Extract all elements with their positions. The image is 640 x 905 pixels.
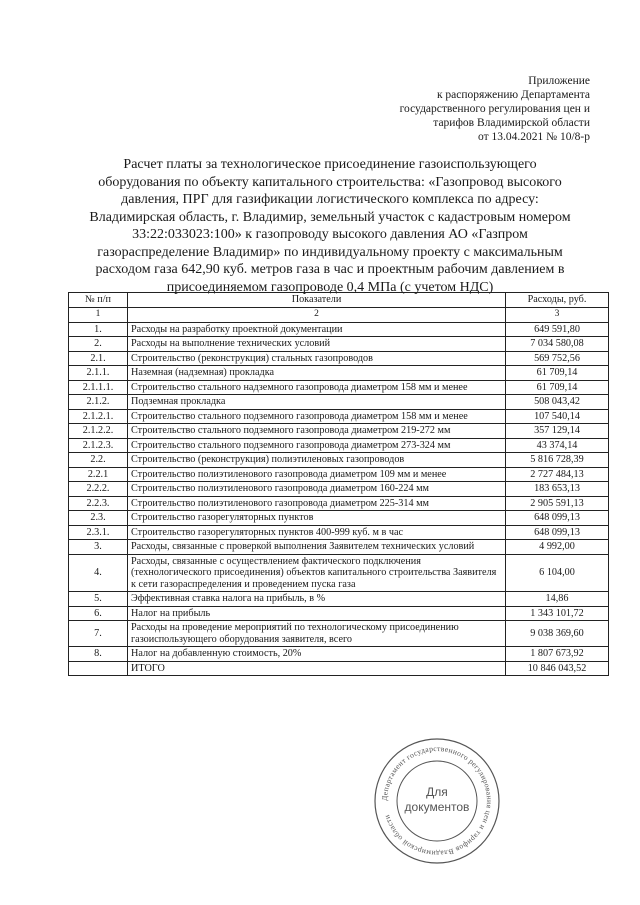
row-expense: 9 038 369,60 (506, 621, 609, 647)
row-expense: 14,86 (506, 592, 609, 607)
row-expense: 357 129,14 (506, 424, 609, 439)
row-indicator: Строительство стального подземного газопровода диаметром 273-324 мм (128, 438, 506, 453)
title-line: оборудования по объекту капитального строительства: «Газопровод высокого (98, 174, 562, 190)
row-number: 5. (69, 592, 128, 607)
header-expenses: Расходы, руб. (506, 293, 609, 308)
table-row (69, 661, 609, 676)
row-number: 2.1.1. (69, 366, 128, 381)
row-indicator: Строительство (реконструкция) полиэтиленовых газопроводов (128, 453, 506, 468)
row-expense: 10 846 043,52 (506, 661, 609, 676)
row-number: 8. (69, 647, 128, 662)
row-number: 2. (69, 337, 128, 352)
appendix-block (340, 74, 590, 144)
table-row (69, 647, 609, 662)
table-row (69, 438, 609, 453)
stamp-center-line1: Для (426, 785, 448, 799)
row-indicator: Строительство стального подземного газопровода диаметром 158 мм и менее (128, 409, 506, 424)
row-expense: 648 099,13 (506, 525, 609, 540)
row-expense: 569 752,56 (506, 351, 609, 366)
appendix-line: от 13.04.2021 № 10/8-р (478, 131, 590, 143)
table-row (69, 366, 609, 381)
row-expense: 61 709,14 (506, 380, 609, 395)
table-row (69, 351, 609, 366)
table-row (69, 424, 609, 439)
row-indicator: Подземная прокладка (128, 395, 506, 410)
document-title (70, 156, 590, 296)
table-row (69, 554, 609, 592)
table-row (69, 322, 609, 337)
row-number: 2.2.2. (69, 482, 128, 497)
row-number: 2.1.2. (69, 395, 128, 410)
row-expense: 2 727 484,13 (506, 467, 609, 482)
row-indicator: Строительство полиэтиленового газопровода диаметром 109 мм и менее (128, 467, 506, 482)
table-row (69, 482, 609, 497)
row-indicator: Эффективная ставка налога на прибыль, в % (128, 592, 506, 607)
row-expense: 648 099,13 (506, 511, 609, 526)
row-indicator: Наземная (надземная) прокладка (128, 366, 506, 381)
header-number: № п/п (69, 293, 128, 308)
row-expense: 649 591,80 (506, 322, 609, 337)
row-number: 3. (69, 540, 128, 555)
title-line: присоединяемом газопроводе 0,4 МПа (с учетом НДС) (166, 279, 494, 295)
index-col-1: 1 (69, 308, 128, 323)
row-number: 2.2.3. (69, 496, 128, 511)
row-indicator: Расходы на проведение мероприятий по технологическому присоединению газоиспользующего оборудования заявителя, всего (128, 621, 506, 647)
row-expense: 183 653,13 (506, 482, 609, 497)
index-col-3: 3 (506, 308, 609, 323)
row-expense: 5 816 728,39 (506, 453, 609, 468)
row-number: 7. (69, 621, 128, 647)
row-number: 2.2.1 (69, 467, 128, 482)
table-row (69, 606, 609, 621)
row-number: 2.1.1.1. (69, 380, 128, 395)
appendix-line: к распоряжению Департамента (436, 89, 590, 101)
title-line: газораспределение Владимир» по индивидуальному проекту с максимальным (97, 244, 563, 260)
row-indicator: Строительство полиэтиленового газопровода диаметром 160-224 мм (128, 482, 506, 497)
index-col-2: 2 (128, 308, 506, 323)
row-indicator: Строительство стального подземного газопровода диаметром 219-272 мм (128, 424, 506, 439)
row-expense: 107 540,14 (506, 409, 609, 424)
table-row (69, 453, 609, 468)
title-line: давления, ПРГ для газификации логистического комплекса по адресу: (121, 192, 539, 207)
row-indicator: Расходы на выполнение технических условий (128, 337, 506, 352)
row-number: 2.1.2.1. (69, 409, 128, 424)
row-indicator: Расходы на разработку проектной документации (128, 322, 506, 337)
row-number (69, 661, 128, 676)
table-row (69, 496, 609, 511)
table-index-row (69, 308, 609, 323)
table-row (69, 511, 609, 526)
row-indicator: Налог на прибыль (128, 606, 506, 621)
appendix-line: государственного регулирования цен и (399, 103, 590, 115)
row-number: 2.3. (69, 511, 128, 526)
row-indicator: ИТОГО (128, 661, 506, 676)
stamp-ring-text: Департамент государственного регулирования цен и тарифов Владимирской области (379, 743, 495, 859)
row-indicator: Строительство стального надземного газопровода диаметром 158 мм и менее (128, 380, 506, 395)
row-number: 2.1. (69, 351, 128, 366)
table-row (69, 409, 609, 424)
title-line: Расчет платы за технологическое присоединение газоиспользующего (123, 157, 537, 172)
row-number: 2.2. (69, 453, 128, 468)
row-indicator: Расходы, связанные с проверкой выполнения Заявителем технических условий (128, 540, 506, 555)
table-row (69, 395, 609, 410)
row-expense: 43 374,14 (506, 438, 609, 453)
row-expense: 1 807 673,92 (506, 647, 609, 662)
title-line: расходом газа 642,90 куб. метров газа в час и проектным рабочим давлением в (95, 262, 565, 277)
stamp-center-line2: документов (404, 800, 470, 814)
row-indicator: Строительство газорегуляторных пунктов 400-999 куб. м в час (128, 525, 506, 540)
title-line: Владимирская область, г. Владимир, земельный участок с кадастровым номером (89, 209, 571, 225)
appendix-line: Приложение (528, 75, 590, 87)
row-indicator: Строительство полиэтиленового газопровода диаметром 225-314 мм (128, 496, 506, 511)
row-expense: 508 043,42 (506, 395, 609, 410)
row-number: 1. (69, 322, 128, 337)
row-number: 6. (69, 606, 128, 621)
title-line: 33:22:033023:100» к газопроводу высокого давления АО «Газпром (132, 227, 528, 242)
row-indicator: Строительство (реконструкция) стальных газопроводов (128, 351, 506, 366)
row-expense: 2 905 591,13 (506, 496, 609, 511)
row-indicator: Налог на добавленную стоимость, 20% (128, 647, 506, 662)
row-expense: 6 104,00 (506, 554, 609, 592)
row-number: 2.1.2.3. (69, 438, 128, 453)
table-row (69, 525, 609, 540)
header-indicators: Показатели (128, 293, 506, 308)
table-row (69, 540, 609, 555)
appendix-line: тарифов Владимирской области (433, 117, 590, 129)
calculation-table (68, 292, 609, 676)
row-indicator: Строительство газорегуляторных пунктов (128, 511, 506, 526)
row-number: 4. (69, 554, 128, 592)
row-indicator: Расходы, связанные с осуществлением фактического подключения (технологического присоединения) объектов капитального строительства Заявителя к сети газораспределения и проведением пуска газа (128, 554, 506, 592)
table-row (69, 337, 609, 352)
row-expense: 7 034 580,08 (506, 337, 609, 352)
table-row (69, 380, 609, 395)
table-row (69, 621, 609, 647)
table-header-row (69, 293, 609, 308)
row-number: 2.1.2.2. (69, 424, 128, 439)
row-expense: 61 709,14 (506, 366, 609, 381)
row-expense: 1 343 101,72 (506, 606, 609, 621)
row-number: 2.3.1. (69, 525, 128, 540)
department-stamp (372, 736, 502, 866)
table-row (69, 592, 609, 607)
table-row (69, 467, 609, 482)
row-expense: 4 992,00 (506, 540, 609, 555)
